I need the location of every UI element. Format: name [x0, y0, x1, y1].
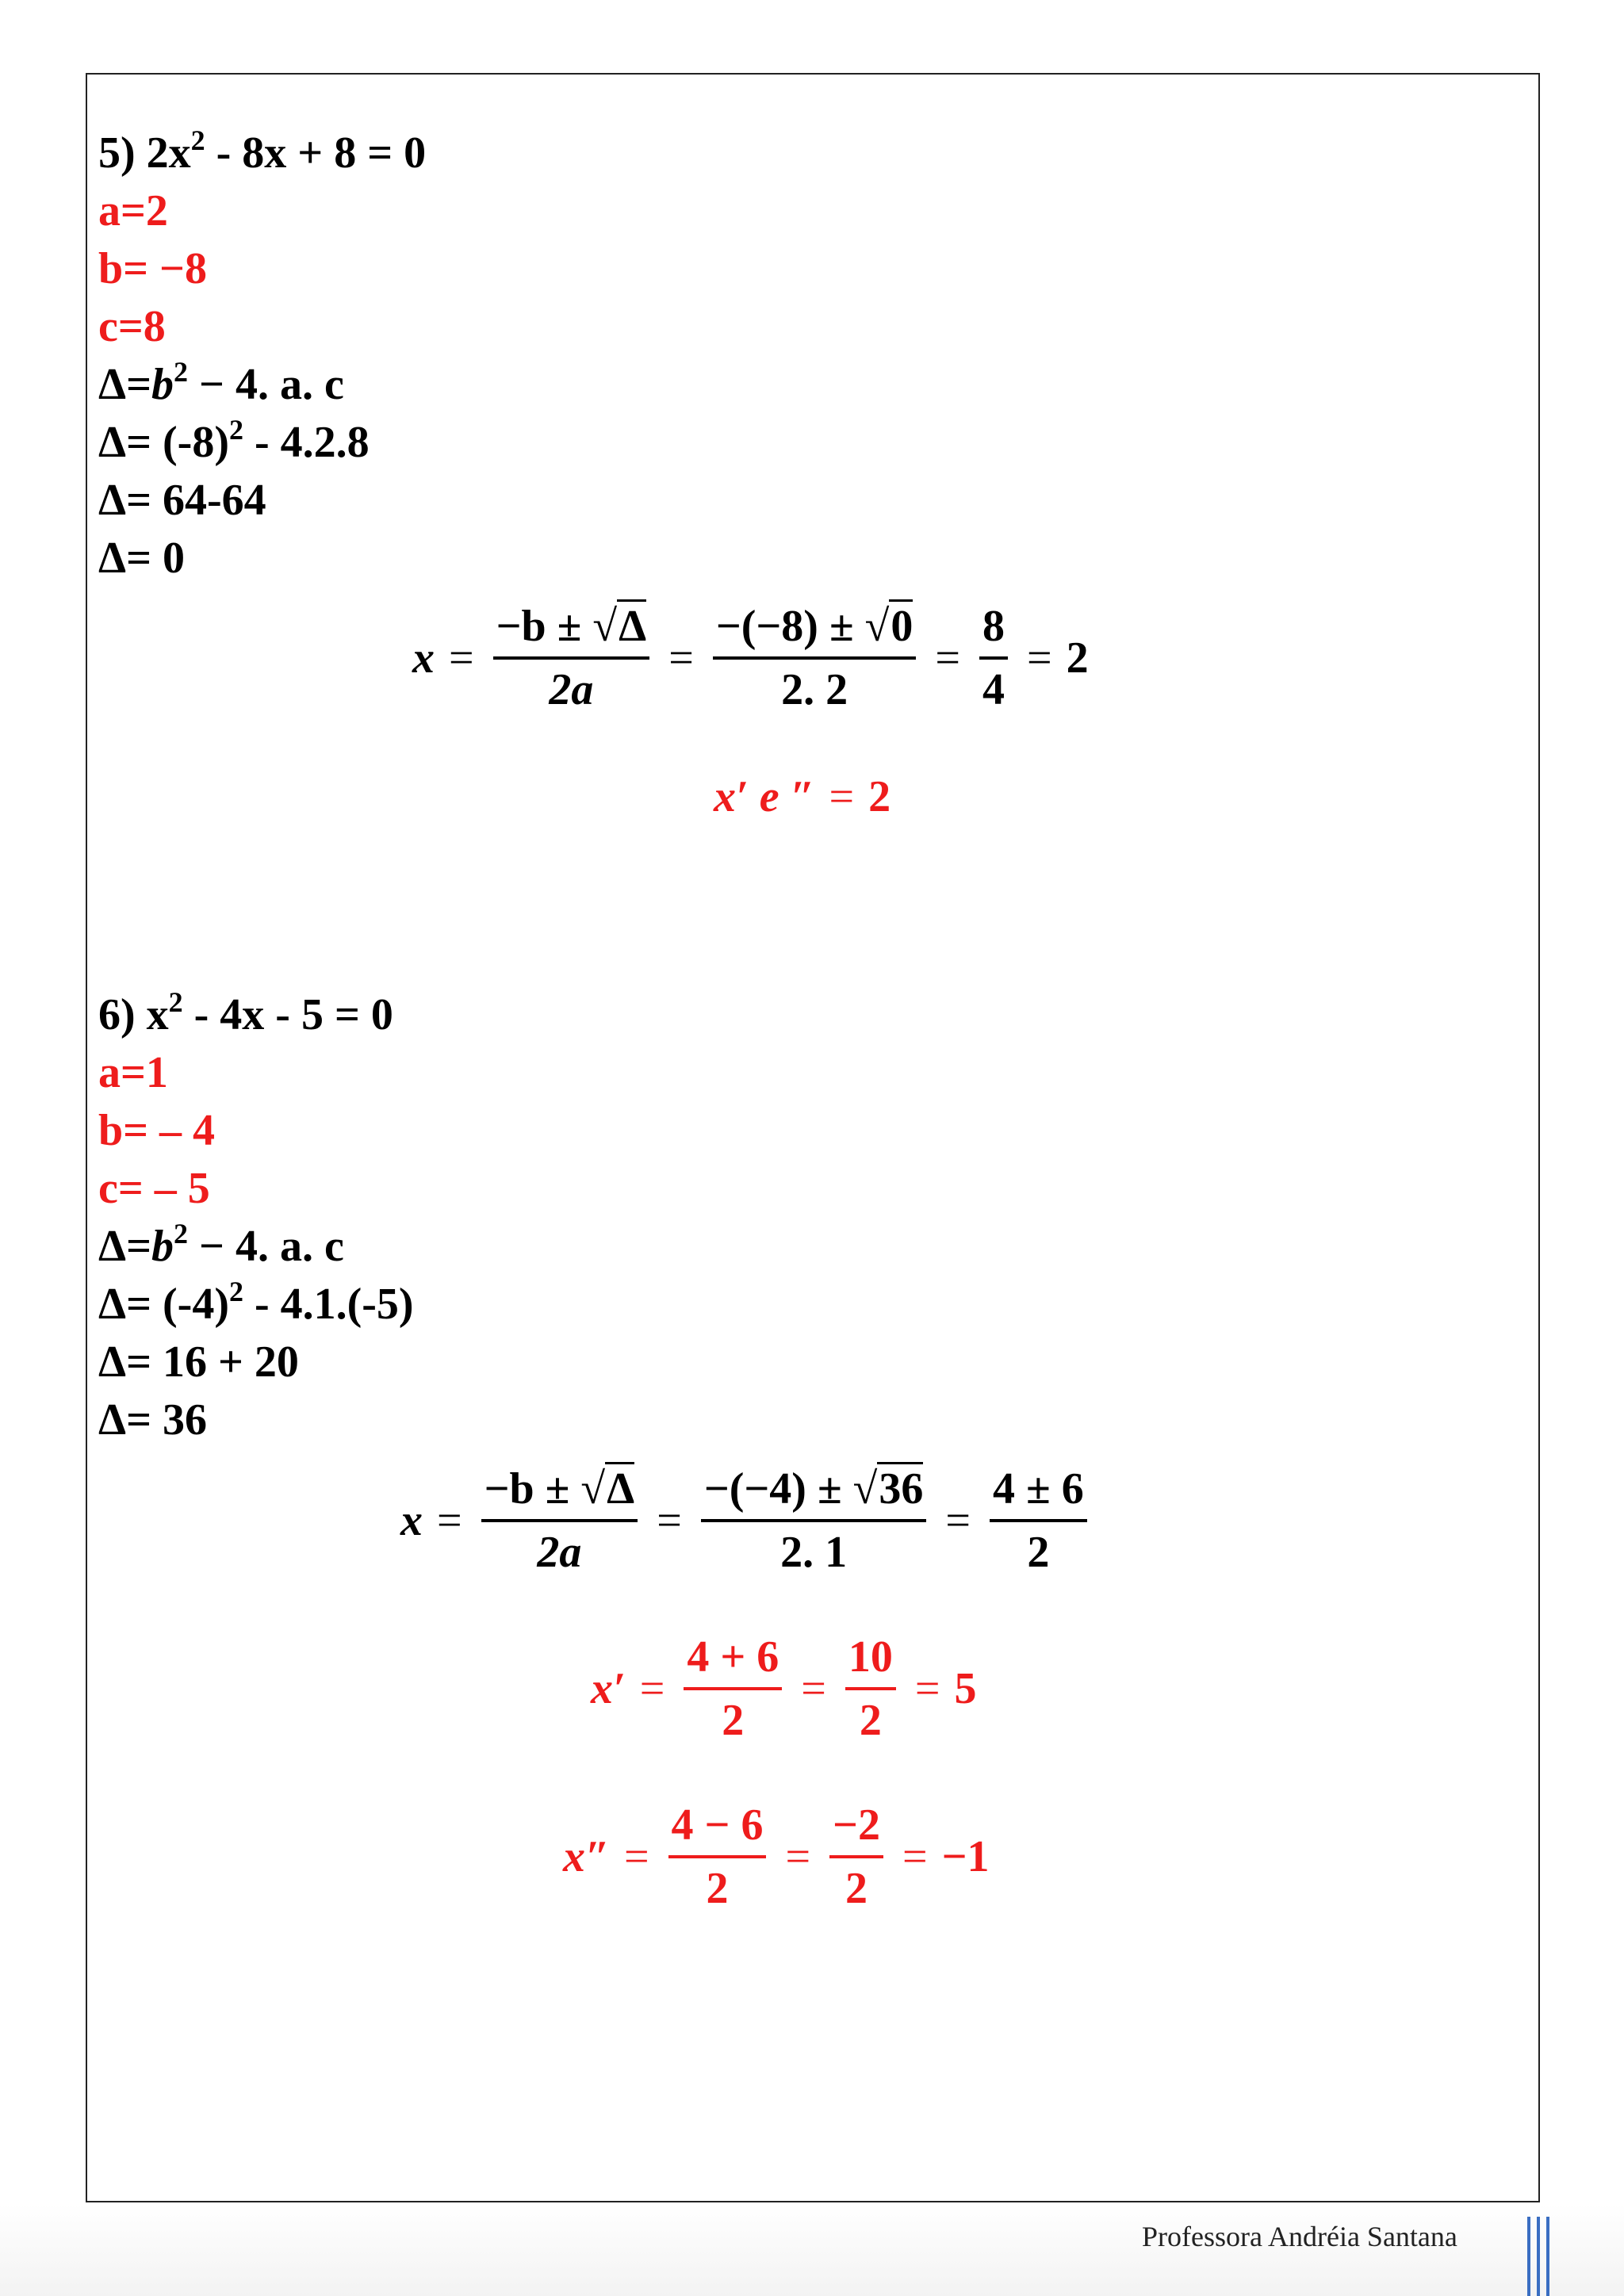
- fraction-simplified: $\frac{8}{4}$: [975, 601, 1013, 715]
- equals-sign: =: [945, 1496, 971, 1545]
- fraction-general: $\frac{-b \pm √\Delta}{2a}$: [477, 1464, 643, 1578]
- footer-author: Professora Andréia Santana: [1142, 2221, 1457, 2252]
- x-variable: x: [412, 633, 435, 683]
- fraction-substituted: $\frac{-(-8) \pm √0}{2. 2}$: [708, 601, 921, 715]
- equals-sign: =: [801, 1664, 826, 1713]
- equals-sign: =: [785, 1832, 811, 1881]
- equals-sign: =: [902, 1832, 928, 1881]
- fraction-root-sum: $\frac{4 + 6}{2}$: [679, 1632, 787, 1746]
- problem-6-title: 6) $x^2 - 4x - 5 = 0$: [98, 986, 393, 1039]
- problem-6-delta-result: Δ= 36: [98, 1395, 208, 1445]
- fraction-root-diff: $\frac{4 - 6}{2}$: [664, 1800, 772, 1914]
- root-value: −1: [941, 1832, 990, 1881]
- equals-sign: =: [914, 1664, 940, 1713]
- problem-5-delta-formula: $\Delta=b^2 - 4$. a. c: [98, 356, 344, 409]
- problem-6-delta-calc: Δ= 16 + 20: [98, 1337, 299, 1387]
- problem-5-delta-result: Δ= 0: [98, 534, 186, 583]
- page-edge-line: [1546, 2217, 1549, 2296]
- problem-6-delta-formula: $\Delta=b^2 - 4$. a. c: [98, 1218, 344, 1271]
- problem-5-delta-calc: Δ= 64-64: [98, 476, 266, 525]
- fraction-general: $\frac{-b \pm √\Delta}{2a}$: [488, 601, 655, 715]
- result-value: 2: [1066, 633, 1089, 683]
- problem-5-bhaskara: [412, 602, 1089, 714]
- problem-6-root-x1: [591, 1632, 977, 1745]
- fraction-root-diff-simplified: $\frac{-2}{2}$: [825, 1800, 888, 1914]
- answer-value: 2: [868, 772, 891, 821]
- fraction-root-sum-simplified: $\frac{10}{2}$: [841, 1632, 901, 1746]
- equals-sign: =: [829, 772, 855, 821]
- problem-6-root-x2: [563, 1800, 990, 1913]
- problem-6-coef-a: a=1: [98, 1048, 168, 1097]
- equals-sign: =: [639, 1664, 665, 1713]
- problem-5-delta-substitution: $\Delta= (-8)^2 - 4.2.8$: [98, 414, 370, 467]
- page-edge-line: [1527, 2217, 1530, 2296]
- fraction-substituted: $\frac{-(-4) \pm √36}{2. 1}$: [696, 1464, 932, 1578]
- problem-6-coef-b: b= – 4: [98, 1106, 216, 1155]
- problem-5-coef-c: c=8: [98, 302, 166, 351]
- problem-5-title: 5) $2x^2 - 8x + 8 = 0$: [98, 124, 427, 178]
- equals-sign: =: [449, 633, 474, 683]
- problem-6-coef-c: c= – 5: [98, 1164, 210, 1213]
- equals-sign: =: [935, 633, 961, 683]
- equals-sign: =: [437, 1496, 462, 1545]
- problem-6-delta-substitution: $\Delta= (-4)^2 - 4.1.(-5)$: [98, 1276, 414, 1329]
- root-lhs: x″: [563, 1832, 610, 1881]
- root-lhs: x′: [591, 1664, 626, 1713]
- problem-6-bhaskara: [400, 1464, 1092, 1577]
- problem-5-coef-a: a=2: [98, 186, 168, 235]
- page-edge-line: [1537, 2217, 1540, 2296]
- equals-sign: =: [657, 1496, 682, 1545]
- x-variable: x: [400, 1496, 423, 1545]
- problem-5-coef-b: b= −8: [98, 244, 207, 293]
- answer-lhs: x′ e ″: [714, 772, 815, 821]
- fraction-simplified: $\frac{4 \pm 6}{2}$: [985, 1464, 1092, 1578]
- equals-sign: =: [668, 633, 694, 683]
- root-value: 5: [954, 1664, 977, 1713]
- problem-5-answer: [714, 757, 891, 836]
- equals-sign: =: [1027, 633, 1052, 683]
- equals-sign: =: [623, 1832, 649, 1881]
